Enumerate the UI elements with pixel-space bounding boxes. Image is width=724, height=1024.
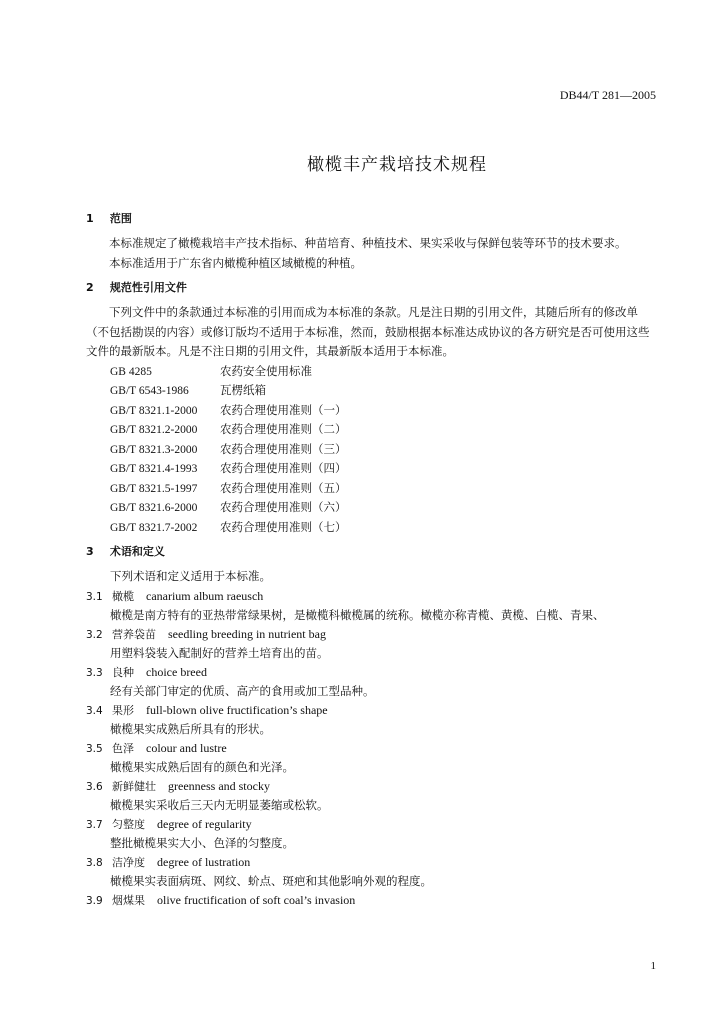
term-definition: 橄榄果实成熟后所具有的形状。 xyxy=(110,721,271,736)
scope-paragraph: 本标准适用于广东省内橄榄种植区域橄榄的种植。 xyxy=(109,255,362,270)
reference-item xyxy=(86,518,656,538)
section-heading-scope xyxy=(86,209,656,229)
references-intro: 下列文件中的条款通过本标准的引用而成为本标准的条款。凡是注日期的引用文件，其随后所有的修改单（不包括勘误的内容）或修订版均不适用于本标准，然而，鼓励根据本标准达成协议的各方研究是否可使用这些文件的最新版本。凡是不注日期的引用文件，其最新版本适用于本标准。 xyxy=(86,305,650,358)
term-definition: 橄榄是南方特有的亚热带常绿果树，是橄榄科橄榄属的统称。橄榄亦称青榄、黄榄、白榄、青果、 xyxy=(110,607,605,622)
term-heading xyxy=(86,739,656,758)
reference-name: 瓦楞纸箱 xyxy=(220,383,266,397)
term-chinese: 匀整度 xyxy=(112,817,145,831)
term-number: 3.7 xyxy=(86,818,103,831)
reference-item xyxy=(86,498,656,518)
section-title: 范围 xyxy=(109,212,132,225)
term-definition: 经有关部门审定的优质、高产的食用或加工型品种。 xyxy=(110,683,375,698)
term-heading xyxy=(86,625,656,644)
reference-name: 农药合理使用准则（三） xyxy=(220,441,347,456)
reference-item xyxy=(86,459,656,479)
term-number: 3.1 xyxy=(86,590,103,603)
section-title: 术语和定义 xyxy=(109,545,165,558)
term-list xyxy=(86,587,656,910)
section-title: 规范性引用文件 xyxy=(109,281,187,294)
reference-name: 农药合理使用准则（二） xyxy=(220,422,347,436)
reference-item xyxy=(86,401,656,421)
term-number: 3.9 xyxy=(86,894,103,907)
term-heading xyxy=(86,891,656,910)
term-chinese: 洁净度 xyxy=(112,855,145,869)
terms-intro: 下列术语和定义适用于本标准。 xyxy=(110,569,271,583)
reference-code: GB 4285 xyxy=(110,365,152,378)
reference-item xyxy=(86,362,656,382)
reference-code: GB/T 8321.5-1997 xyxy=(110,482,198,495)
term-number: 3.5 xyxy=(86,742,103,755)
term-heading xyxy=(86,701,656,720)
reference-item xyxy=(86,479,656,499)
term-heading xyxy=(86,853,656,872)
page-number: 1 xyxy=(650,960,656,972)
reference-name: 农药合理使用准则（五） xyxy=(220,480,347,495)
term-definition: 橄榄果实表面病斑、网纹、蚧点、斑疤和其他影响外观的程度。 xyxy=(110,873,432,888)
reference-code: GB/T 6543-1986 xyxy=(110,385,189,397)
term-chinese: 营养袋苗 xyxy=(112,627,156,641)
term-chinese: 色泽 xyxy=(112,741,134,755)
term-english: degree of lustration xyxy=(157,854,251,869)
term-heading xyxy=(86,663,656,682)
term-definition: 橄榄果实采收后三天内无明显萎缩或松软。 xyxy=(110,797,329,812)
section-heading-references xyxy=(86,278,656,298)
term-chinese: 新鲜健壮 xyxy=(112,779,156,793)
reference-name: 农药合理使用准则（四） xyxy=(220,461,347,475)
term-definition: 橄榄果实成熟后固有的颜色和光泽。 xyxy=(110,759,294,774)
term-english: choice breed xyxy=(146,664,207,679)
term-english: olive fructification of soft coal’s invasion xyxy=(157,892,356,907)
reference-name: 农药合理使用准则（一） xyxy=(220,402,347,417)
section-number: 3 xyxy=(86,545,94,558)
standard-code: DB44/T 281—2005 xyxy=(559,88,656,102)
reference-code: GB/T 8321.2-2000 xyxy=(110,424,198,436)
reference-item xyxy=(86,381,656,401)
term-definition: 用塑料袋装入配制好的营养土培育出的苗。 xyxy=(110,645,329,660)
reference-item xyxy=(86,420,656,440)
term-heading xyxy=(86,777,656,796)
term-number: 3.4 xyxy=(86,704,103,717)
reference-list xyxy=(86,362,656,538)
reference-name: 农药合理使用准则（六） xyxy=(220,500,347,514)
term-chinese: 烟煤果 xyxy=(112,893,145,907)
term-number: 3.2 xyxy=(86,628,103,641)
document-title: 橄榄丰产栽培技术规程 xyxy=(307,155,487,175)
reference-code: GB/T 8321.6-2000 xyxy=(110,502,198,514)
term-number: 3.8 xyxy=(86,856,103,869)
section-heading-terms xyxy=(86,542,656,562)
term-english: greenness and stocky xyxy=(168,778,270,793)
term-number: 3.3 xyxy=(86,666,103,679)
reference-code: GB/T 8321.4-1993 xyxy=(110,463,198,475)
term-chinese: 良种 xyxy=(112,665,134,679)
term-english: full-blown olive fructification’s shape xyxy=(146,702,328,717)
reference-code: GB/T 8321.7-2002 xyxy=(110,521,198,534)
term-chinese: 果形 xyxy=(112,703,134,717)
scope-paragraph: 本标准规定了橄榄栽培丰产技术指标、种苗培育、种植技术、果实采收与保鲜包装等环节的技术要求。 xyxy=(109,236,627,250)
term-english: canarium album raeusch xyxy=(146,588,264,603)
term-english: degree of regularity xyxy=(157,816,252,831)
section-number: 2 xyxy=(86,281,94,294)
reference-code: GB/T 8321.1-2000 xyxy=(110,404,198,417)
term-number: 3.6 xyxy=(86,780,103,793)
term-heading xyxy=(86,587,656,606)
document-body xyxy=(86,209,656,910)
section-number: 1 xyxy=(86,212,94,225)
reference-name: 农药安全使用标准 xyxy=(220,363,312,378)
term-english: colour and lustre xyxy=(146,740,227,755)
term-chinese: 橄榄 xyxy=(112,589,134,603)
term-definition: 整批橄榄果实大小、色泽的匀整度。 xyxy=(110,835,294,850)
reference-item xyxy=(86,440,656,460)
term-english: seedling breeding in nutrient bag xyxy=(168,626,326,641)
reference-name: 农药合理使用准则（七） xyxy=(220,519,347,534)
term-heading xyxy=(86,815,656,834)
reference-code: GB/T 8321.3-2000 xyxy=(110,443,198,456)
